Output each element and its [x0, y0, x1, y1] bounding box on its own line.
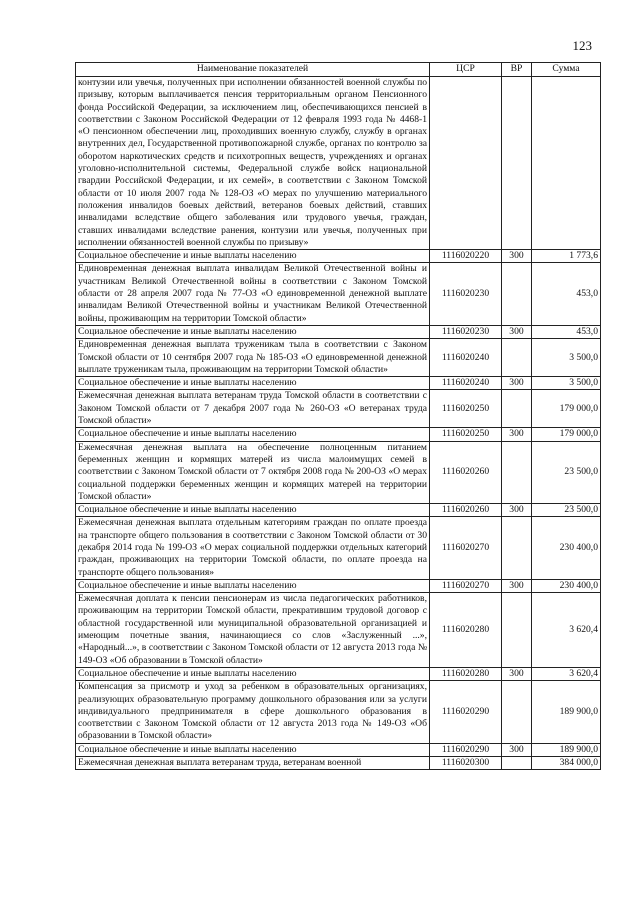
table-row	[76, 517, 601, 579]
row-csr: 1116020250	[430, 390, 502, 428]
table-row	[76, 377, 601, 390]
table-header-row	[76, 63, 601, 77]
row-csr: 1116020270	[430, 517, 502, 579]
table-row	[76, 504, 601, 517]
row-csr: 1116020250	[430, 428, 502, 441]
row-name: Ежемесячная денежная выплата ветеранам труда Томской области в соответствии с Законом Томской области от 7 декабря 2007 года № 260-ОЗ «О ветеранах труда Томской области»	[76, 390, 430, 428]
table-row	[76, 77, 601, 250]
row-vr: 300	[502, 667, 532, 680]
row-sum: 179 000,0	[532, 428, 601, 441]
row-name: Социальное обеспечение и иные выплаты населению	[76, 743, 430, 756]
row-sum: 453,0	[532, 325, 601, 338]
row-name: Социальное обеспечение и иные выплаты населению	[76, 377, 430, 390]
row-vr	[502, 263, 532, 325]
row-vr: 300	[502, 325, 532, 338]
row-name: Социальное обеспечение и иные выплаты населению	[76, 579, 430, 592]
row-sum: 3 500,0	[532, 339, 601, 377]
row-csr: 1116020280	[430, 593, 502, 668]
row-vr: 300	[502, 504, 532, 517]
row-sum: 189 900,0	[532, 681, 601, 743]
row-name: Социальное обеспечение и иные выплаты населению	[76, 428, 430, 441]
row-name: контузии или увечья, полученных при исполнении обязанностей военной службы по призыву, которым выплачивается пенсия территориальным органом Пенсионного фонда Российской Федерации, за исключением лиц, обеспечивающихся пенсией в соответствии с Законом Российской Федерации от 12 февраля 1993 года № 4468-1 «О пенсионном обеспечении лиц, проходивших военную службу, службу в органах внутренних дел, Государственной противопожарной службе, органах по контролю за оборотом наркотических средств и психотропных веществ, учреждениях и органах уголовно-исполнительной системы, Федеральной службе войск национальной гвардии Российской Федерации, и их семей», в соответствии с Законом Томской области от 10 июля 2007 года № 128-ОЗ «О мерах по улучшению материального положения инвалидов боевых действий, ветеранов боевых действий, ставших инвалидами вследствие общего заболевания или трудового увечья, граждан, ставших инвалидами вследствие ранения, контузии или увечья, полученных при исполнении обязанностей военной службы по призыву»	[76, 77, 430, 250]
row-name: Социальное обеспечение и иные выплаты населению	[76, 325, 430, 338]
row-name: Социальное обеспечение и иные выплаты населению	[76, 667, 430, 680]
row-csr: 1116020260	[430, 504, 502, 517]
row-name: Социальное обеспечение и иные выплаты населению	[76, 250, 430, 263]
row-csr: 1116020280	[430, 667, 502, 680]
table-row	[76, 681, 601, 743]
row-vr	[502, 681, 532, 743]
row-vr	[502, 441, 532, 503]
row-vr	[502, 757, 532, 770]
row-csr	[430, 77, 502, 250]
row-sum: 384 000,0	[532, 757, 601, 770]
row-sum: 3 500,0	[532, 377, 601, 390]
row-csr: 1116020300	[430, 757, 502, 770]
row-sum: 230 400,0	[532, 579, 601, 592]
table-body	[76, 77, 601, 770]
row-csr: 1116020270	[430, 579, 502, 592]
table-row	[76, 757, 601, 770]
table-row	[76, 579, 601, 592]
row-vr: 300	[502, 579, 532, 592]
page-number: 123	[572, 38, 592, 53]
row-sum: 1 773,6	[532, 250, 601, 263]
row-sum: 3 620,4	[532, 593, 601, 668]
row-vr	[502, 339, 532, 377]
row-sum: 23 500,0	[532, 441, 601, 503]
row-name: Ежемесячная денежная выплата ветеранам труда, ветеранам военной	[76, 757, 430, 770]
row-sum: 23 500,0	[532, 504, 601, 517]
header-csr: ЦСР	[430, 63, 502, 77]
row-csr: 1116020240	[430, 339, 502, 377]
row-vr: 300	[502, 743, 532, 756]
row-name: Компенсация за присмотр и уход за ребенком в образовательных организациях, реализующих образовательную программу дошкольного образования или за услуги индивидуального предпринимателя в сфере дошкольного образования в соответствии с Законом Томской области от 12 августа 2013 года № 149-ОЗ «Об образовании в Томской области»	[76, 681, 430, 743]
row-csr: 1116020290	[430, 743, 502, 756]
header-vr: ВР	[502, 63, 532, 77]
row-name: Ежемесячная доплата к пенсии пенсионерам из числа педагогических работников, проживающим на территории Томской области, прекратившим трудовой договор с областной государственной или муниципальной образовательной организацией и имеющим почетные звания, начинающиеся со слов «Заслуженный ...», «Народный...», в соответствии с Законом Томской области от 12 августа 2013 года № 149-ОЗ «Об образовании в Томской области»	[76, 593, 430, 668]
table-row	[76, 263, 601, 325]
row-csr: 1116020220	[430, 250, 502, 263]
table-row	[76, 441, 601, 503]
row-name: Единовременная денежная выплата труженикам тыла в соответствии с Законом Томской области от 10 сентября 2007 года № 185-ОЗ «О единовременной денежной выплате труженикам тыла, проживающим на территории Томской области»	[76, 339, 430, 377]
budget-table	[75, 62, 601, 770]
row-vr	[502, 77, 532, 250]
table-row	[76, 390, 601, 428]
table-row	[76, 339, 601, 377]
row-vr: 300	[502, 428, 532, 441]
row-sum: 189 900,0	[532, 743, 601, 756]
row-name: Единовременная денежная выплата инвалидам Великой Отечественной войны и участникам Великой Отечественной войны в соответствии с Законом Томской области от 28 апреля 2007 года № 77-ОЗ «О единовременной денежной выплате инвалидам Великой Отечественной войны и участникам Великой Отечественной войны, проживающим на территории Томской области»	[76, 263, 430, 325]
row-csr: 1116020260	[430, 441, 502, 503]
row-sum: 453,0	[532, 263, 601, 325]
row-csr: 1116020240	[430, 377, 502, 390]
row-sum: 179 000,0	[532, 390, 601, 428]
row-sum	[532, 77, 601, 250]
row-vr: 300	[502, 377, 532, 390]
row-sum: 3 620,4	[532, 667, 601, 680]
table-row	[76, 667, 601, 680]
table-row	[76, 593, 601, 668]
row-csr: 1116020230	[430, 263, 502, 325]
header-name: Наименование показателей	[76, 63, 430, 77]
header-sum: Сумма	[532, 63, 601, 77]
row-csr: 1116020290	[430, 681, 502, 743]
table-row	[76, 428, 601, 441]
table-row	[76, 325, 601, 338]
row-name: Социальное обеспечение и иные выплаты населению	[76, 504, 430, 517]
row-vr: 300	[502, 250, 532, 263]
row-sum: 230 400,0	[532, 517, 601, 579]
table-row	[76, 743, 601, 756]
row-vr	[502, 390, 532, 428]
row-vr	[502, 593, 532, 668]
row-csr: 1116020230	[430, 325, 502, 338]
row-name: Ежемесячная денежная выплата отдельным категориям граждан по оплате проезда на транспорте общего пользования в соответствии с Законом Томской области от 30 декабря 2014 года № 199-ОЗ «О мерах социальной поддержки отдельных категорий граждан, проживающих на территории Томской области, по оплате проезда на транспорте общего пользования»	[76, 517, 430, 579]
row-vr	[502, 517, 532, 579]
table-row	[76, 250, 601, 263]
row-name: Ежемесячная денежная выплата на обеспечение полноценным питанием беременных женщин и кормящих матерей из числа малоимущих семей в соответствии с Законом Томской области от 7 октября 2008 года № 200-ОЗ «О мерах социальной поддержки беременных женщин и кормящих матерей на территории Томской области»	[76, 441, 430, 503]
